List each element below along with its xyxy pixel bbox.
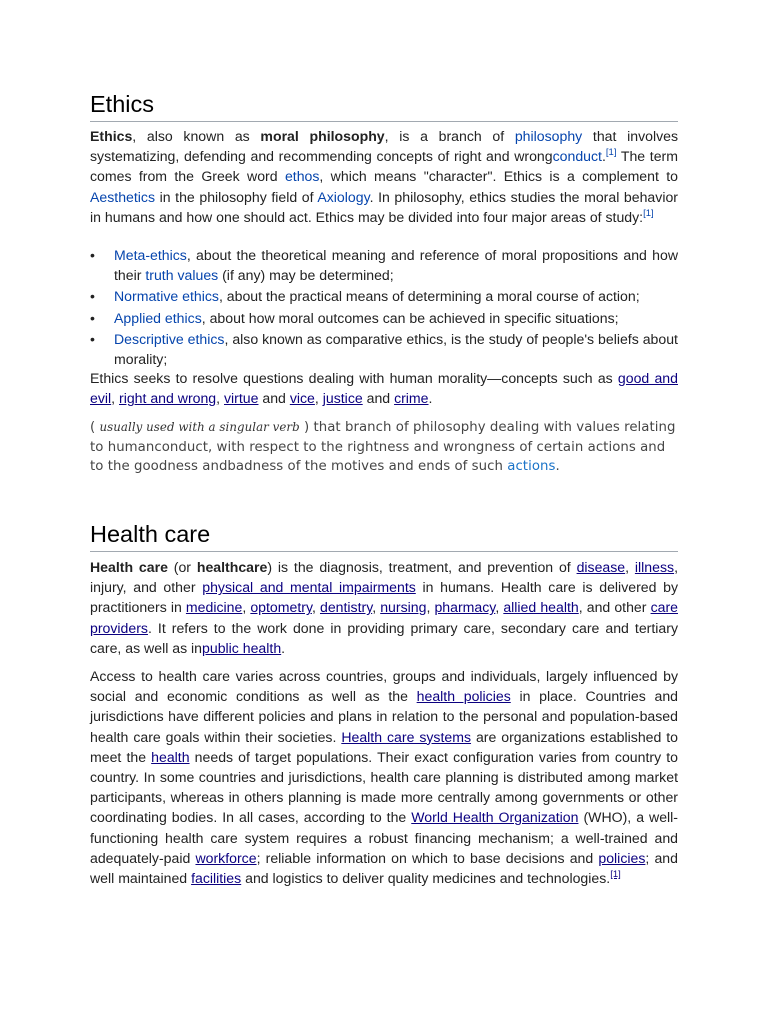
text-run: , which means "character". Ethics is a complement to [319,168,678,185]
text-run: ) that branch of philosophy dealing with values relating to humanconduct, with respect to the rightness and wrongness of certain actions and to the goodness andbadness of the motives and ends of such [90,420,676,474]
link-health[interactable]: health [151,748,190,765]
link-health-policies[interactable]: health policies [416,688,511,705]
text-run: are organizations established to meet the [90,728,679,765]
link-optometry[interactable]: optometry [250,599,312,616]
link-good-and-evil[interactable]: good and evil [90,370,678,407]
link-facilities[interactable]: facilities [191,870,242,887]
link-nursing[interactable]: nursing [380,599,427,616]
ethics-intro-paragraph: Ethics, also known as moral philosophy, is a branch of philosophy that involves systematizing, defending and recommending concepts of right and wrongconduct.[1] The term comes from the Greek word ethos, which means "character". Ethics is a complement to Aesthetics in the philosophy field of Axiology. In philosophy, ethics studies the moral behavior in humans and how one should act. Ethics may be divided into four major areas of study:[1] [90,128,679,225]
text-run: . [555,459,560,474]
bold-term: healthcare [196,559,268,575]
ethics-seeks-paragraph [90,368,678,408]
text-run: , [426,599,435,616]
text-run: The term comes from the Greek word [90,148,678,185]
bold-term: Health care [90,559,168,575]
ethics-heading: Ethics [90,90,678,122]
text-run: . [281,639,286,656]
link-virtue[interactable]: virtue [224,390,259,407]
health-care-heading: Health care [90,520,678,552]
text-run: , injury, and other [90,559,678,596]
text-run: . In philosophy, ethics studies the moral behavior in humans and how one should act. Ethics may be divided into four major areas of study: [90,188,678,225]
text-run: , [111,390,119,407]
link-impairments[interactable]: physical and mental impairments [202,579,416,596]
text-run: in place. Countries and jurisdictions have different policies and plans in relation to the personal and population-based health care goals within their societies. [90,688,679,745]
link-workforce[interactable]: workforce [195,849,257,866]
text-run: , [495,599,504,616]
link-actions[interactable]: actions [507,459,556,474]
text-run: in humans. Health care is delivered by practitioners in [90,579,679,616]
bold-term: Ethics [90,128,133,144]
text-run: , and other [578,599,651,616]
usage-note: usually used with a singular verb [99,420,300,434]
link-meta-ethics[interactable]: Meta-ethics [114,247,187,263]
text-run: (if any) may be determined; [218,267,394,284]
text-run: , [372,599,381,616]
health-care-intro-paragraph [90,557,678,658]
link-allied-health[interactable]: allied health [503,599,579,616]
link-policies[interactable]: policies [598,849,646,866]
link-disease[interactable]: disease [576,559,626,575]
link-public-health[interactable]: public health [202,639,282,656]
link-right-and-wrong[interactable]: right and wrong [119,390,217,407]
text-run: that involves systematizing, defending and recommending concepts of right and wrong [90,128,679,165]
link-justice[interactable]: justice [322,390,363,407]
link-truth-values[interactable]: truth values [145,267,219,284]
text-run: , [625,559,635,575]
list-item [90,286,678,306]
text-run: , also known as comparative ethics, is the study of people's beliefs about morality; [114,330,678,368]
link-axiology[interactable]: Axiology [317,188,370,205]
text-run: ; and well maintained [90,849,678,887]
link-descriptive-ethics[interactable]: Descriptive ethics [114,330,225,347]
citation-ref[interactable]: [1] [605,147,617,159]
text-run: , [311,599,320,616]
link-applied-ethics[interactable]: Applied ethics [114,309,202,326]
link-world-health-organization[interactable]: World Health Organization [411,809,579,826]
text-run: , [314,390,323,407]
text-run: needs of target populations. Their exact configuration varies from country to country. In some countries and jurisdictions, health care planning is distributed among market participants, whereas in others planning is made more centrally among governments or other coordinating bodies. In all cases, according to the [90,748,678,826]
text-run: Access to health care varies across countries, groups and individuals, largely influenced by social and economic conditions as well as the [90,668,678,705]
text-run: , about the practical means of determining a moral course of action; [218,288,640,305]
text-run: (WHO), a well-functioning health care system requires a robust financing mechanism; a well-trained and adequately-paid [90,809,678,866]
ethics-dictionary-definition [90,418,678,477]
text-run: , [242,599,251,616]
link-pharmacy[interactable]: pharmacy [434,599,496,616]
text-run: (or [167,559,197,575]
text-run: . [428,390,433,407]
link-conduct[interactable]: conduct [552,148,602,165]
text-run: in the philosophy field of [155,188,318,205]
text-run: ; reliable information on which to base decisions and [256,849,599,866]
bold-term: moral philosophy [260,128,385,144]
list-item [90,308,678,328]
link-normative-ethics[interactable]: Normative ethics [114,288,219,305]
text-run: Ethics seeks to resolve questions dealing with human morality—concepts such as [90,370,618,386]
text-run: and logistics to deliver quality medicines and technologies. [241,870,611,887]
text-run: , is a branch of [384,128,515,144]
citation-link[interactable]: [1] [610,869,621,881]
text-run: ) is the diagnosis, treatment, and prevention of [267,559,577,575]
link-vice[interactable]: vice [289,390,315,407]
list-item [90,245,678,285]
link-aesthetics[interactable]: Aesthetics [90,188,156,205]
link-philosophy[interactable]: philosophy [514,128,583,144]
text-run: . It refers to the work done in providing primary care, secondary care and tertiary care, as well as in [90,619,678,656]
link-medicine[interactable]: medicine [185,599,243,616]
link-ethos[interactable]: ethos [284,168,320,185]
text-run: and [258,390,290,407]
link-health-care-systems[interactable]: Health care systems [341,728,472,745]
citation-ref[interactable] [610,869,621,880]
text-run: and [362,390,395,407]
citation-ref[interactable]: [1] [643,207,654,219]
text-run: , [216,390,224,407]
ethics-areas-list [90,245,678,370]
text-run: , about how moral outcomes can be achieved in specific situations; [201,309,619,326]
text-run: , about the theoretical meaning and reference of moral propositions and how their [114,247,678,284]
text-run: ( [90,420,100,435]
link-care-providers[interactable]: care providers [90,599,678,636]
list-item [90,329,678,369]
link-crime[interactable]: crime [394,390,429,407]
link-illness[interactable]: illness [634,559,675,575]
health-care-access-paragraph [90,666,678,888]
text-run: , also known as [132,128,261,144]
link-dentistry[interactable]: dentistry [319,599,373,616]
